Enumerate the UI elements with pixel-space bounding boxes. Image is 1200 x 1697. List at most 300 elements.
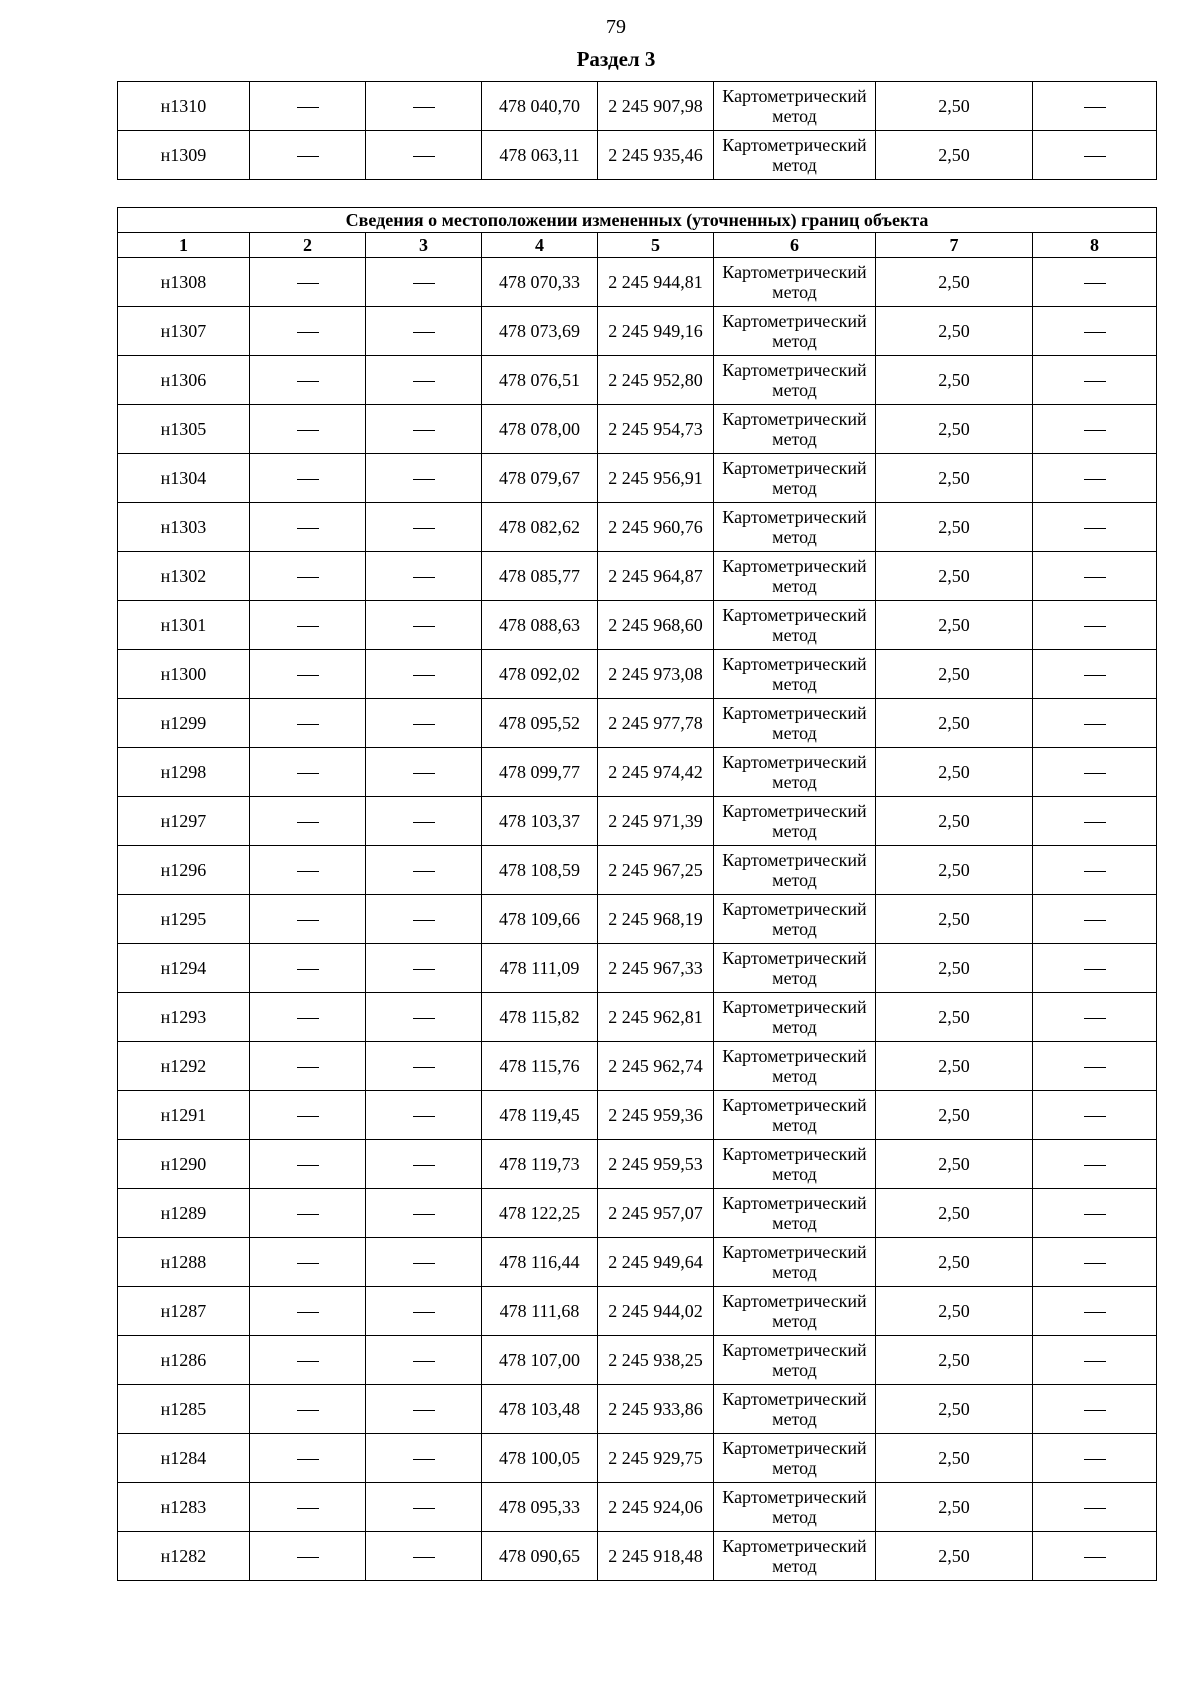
accuracy-cell: 2,50 <box>876 650 1033 699</box>
y-coordinate-cell: 2 245 971,39 <box>598 797 714 846</box>
table-row <box>118 258 1157 307</box>
empty-x-cell <box>250 1532 366 1581</box>
accuracy-cell: 2,50 <box>876 1042 1033 1091</box>
table-row <box>118 131 1157 180</box>
y-coordinate-cell: 2 245 944,81 <box>598 258 714 307</box>
accuracy-cell: 2,50 <box>876 82 1033 131</box>
dash-mark <box>413 871 435 872</box>
empty-x-cell <box>250 1140 366 1189</box>
method-cell: Картометрический метод <box>714 944 876 993</box>
x-coordinate-cell: 478 108,59 <box>482 846 598 895</box>
dash-mark <box>297 1459 319 1460</box>
dash-mark <box>413 1361 435 1362</box>
dash-mark <box>297 626 319 627</box>
dash-mark <box>297 724 319 725</box>
x-coordinate-cell: 478 109,66 <box>482 895 598 944</box>
method-cell: Картометрический метод <box>714 601 876 650</box>
accuracy-cell: 2,50 <box>876 1140 1033 1189</box>
dash-mark <box>1084 479 1106 480</box>
y-coordinate-cell: 2 245 962,74 <box>598 1042 714 1091</box>
dash-mark <box>1084 626 1106 627</box>
empty-y-cell <box>366 1483 482 1532</box>
accuracy-cell: 2,50 <box>876 1189 1033 1238</box>
empty-y-cell <box>366 82 482 131</box>
dash-mark <box>297 675 319 676</box>
table-row <box>118 552 1157 601</box>
dash-mark <box>297 822 319 823</box>
table-row <box>118 895 1157 944</box>
empty-x-cell <box>250 1483 366 1532</box>
column-number: 7 <box>876 233 1033 258</box>
table-row <box>118 454 1157 503</box>
dash-mark <box>413 283 435 284</box>
empty-x-cell <box>250 552 366 601</box>
accuracy-cell: 2,50 <box>876 1287 1033 1336</box>
empty-x-cell <box>250 405 366 454</box>
dash-mark <box>1084 283 1106 284</box>
description-cell <box>1033 601 1157 650</box>
method-cell: Картометрический метод <box>714 131 876 180</box>
boundary-points-table <box>117 207 1157 1581</box>
empty-y-cell <box>366 699 482 748</box>
table-row <box>118 1042 1157 1091</box>
point-id-cell: н1308 <box>118 258 250 307</box>
section-title: Раздел 3 <box>576 47 656 71</box>
dash-mark <box>1084 332 1106 333</box>
empty-x-cell <box>250 944 366 993</box>
description-cell <box>1033 405 1157 454</box>
table-row <box>118 1091 1157 1140</box>
empty-y-cell <box>366 895 482 944</box>
description-cell <box>1033 1238 1157 1287</box>
dash-mark <box>413 1508 435 1509</box>
dash-mark <box>1084 969 1106 970</box>
description-cell <box>1033 699 1157 748</box>
table-row <box>118 699 1157 748</box>
dash-mark <box>413 1459 435 1460</box>
y-coordinate-cell: 2 245 924,06 <box>598 1483 714 1532</box>
empty-x-cell <box>250 797 366 846</box>
point-id-cell: н1284 <box>118 1434 250 1483</box>
column-number: 3 <box>366 233 482 258</box>
dash-mark <box>297 528 319 529</box>
empty-y-cell <box>366 1189 482 1238</box>
description-cell <box>1033 1434 1157 1483</box>
dash-mark <box>297 1165 319 1166</box>
dash-mark <box>1084 381 1106 382</box>
empty-y-cell <box>366 1434 482 1483</box>
x-coordinate-cell: 478 076,51 <box>482 356 598 405</box>
empty-x-cell <box>250 131 366 180</box>
accuracy-cell: 2,50 <box>876 503 1033 552</box>
table-row <box>118 650 1157 699</box>
dash-mark <box>1084 1116 1106 1117</box>
x-coordinate-cell: 478 119,45 <box>482 1091 598 1140</box>
dash-mark <box>297 1312 319 1313</box>
column-number: 1 <box>118 233 250 258</box>
dash-mark <box>1084 920 1106 921</box>
column-number-row <box>118 233 1157 258</box>
dash-mark <box>297 1214 319 1215</box>
y-coordinate-cell: 2 245 959,36 <box>598 1091 714 1140</box>
column-number: 8 <box>1033 233 1157 258</box>
description-cell <box>1033 1385 1157 1434</box>
dash-mark <box>1084 430 1106 431</box>
y-coordinate-cell: 2 245 974,42 <box>598 748 714 797</box>
empty-y-cell <box>366 307 482 356</box>
accuracy-cell: 2,50 <box>876 895 1033 944</box>
description-cell <box>1033 797 1157 846</box>
accuracy-cell: 2,50 <box>876 307 1033 356</box>
dash-mark <box>297 381 319 382</box>
dash-mark <box>1084 528 1106 529</box>
table-row <box>118 601 1157 650</box>
method-cell: Картометрический метод <box>714 258 876 307</box>
x-coordinate-cell: 478 088,63 <box>482 601 598 650</box>
dash-mark <box>413 1165 435 1166</box>
point-id-cell: н1291 <box>118 1091 250 1140</box>
dash-mark <box>413 479 435 480</box>
x-coordinate-cell: 478 063,11 <box>482 131 598 180</box>
page-number: 79 <box>606 16 626 38</box>
empty-x-cell <box>250 895 366 944</box>
point-id-cell: н1292 <box>118 1042 250 1091</box>
description-cell <box>1033 1140 1157 1189</box>
y-coordinate-cell: 2 245 918,48 <box>598 1532 714 1581</box>
method-cell: Картометрический метод <box>714 1042 876 1091</box>
table-row <box>118 1385 1157 1434</box>
y-coordinate-cell: 2 245 968,19 <box>598 895 714 944</box>
dash-mark <box>297 1361 319 1362</box>
empty-y-cell <box>366 552 482 601</box>
column-number: 6 <box>714 233 876 258</box>
empty-y-cell <box>366 356 482 405</box>
description-cell <box>1033 993 1157 1042</box>
dash-mark <box>297 871 319 872</box>
dash-mark <box>413 1116 435 1117</box>
empty-y-cell <box>366 1336 482 1385</box>
empty-x-cell <box>250 650 366 699</box>
method-cell: Картометрический метод <box>714 1140 876 1189</box>
description-cell <box>1033 944 1157 993</box>
method-cell: Картометрический метод <box>714 1385 876 1434</box>
table-row <box>118 1336 1157 1385</box>
empty-y-cell <box>366 797 482 846</box>
accuracy-cell: 2,50 <box>876 699 1033 748</box>
dash-mark <box>1084 1263 1106 1264</box>
table-row <box>118 944 1157 993</box>
description-cell <box>1033 131 1157 180</box>
description-cell <box>1033 454 1157 503</box>
dash-mark <box>297 969 319 970</box>
dash-mark <box>413 675 435 676</box>
dash-mark <box>1084 1361 1106 1362</box>
empty-y-cell <box>366 405 482 454</box>
dash-mark <box>1084 107 1106 108</box>
point-id-cell: н1301 <box>118 601 250 650</box>
empty-y-cell <box>366 131 482 180</box>
y-coordinate-cell: 2 245 956,91 <box>598 454 714 503</box>
x-coordinate-cell: 478 085,77 <box>482 552 598 601</box>
accuracy-cell: 2,50 <box>876 1091 1033 1140</box>
point-id-cell: н1309 <box>118 131 250 180</box>
empty-y-cell <box>366 650 482 699</box>
table-row <box>118 503 1157 552</box>
dash-mark <box>413 773 435 774</box>
point-id-cell: н1286 <box>118 1336 250 1385</box>
y-coordinate-cell: 2 245 962,81 <box>598 993 714 1042</box>
empty-y-cell <box>366 1287 482 1336</box>
x-coordinate-cell: 478 111,68 <box>482 1287 598 1336</box>
empty-x-cell <box>250 993 366 1042</box>
table-row <box>118 1483 1157 1532</box>
table-row <box>118 846 1157 895</box>
accuracy-cell: 2,50 <box>876 1532 1033 1581</box>
method-cell: Картометрический метод <box>714 993 876 1042</box>
method-cell: Картометрический метод <box>714 356 876 405</box>
empty-x-cell <box>250 1434 366 1483</box>
dash-mark <box>1084 871 1106 872</box>
dash-mark <box>297 1018 319 1019</box>
dash-mark <box>413 626 435 627</box>
dash-mark <box>1084 773 1106 774</box>
dash-mark <box>413 381 435 382</box>
accuracy-cell: 2,50 <box>876 1385 1033 1434</box>
table-row <box>118 405 1157 454</box>
x-coordinate-cell: 478 115,76 <box>482 1042 598 1091</box>
empty-y-cell <box>366 454 482 503</box>
point-id-cell: н1296 <box>118 846 250 895</box>
method-cell: Картометрический метод <box>714 307 876 356</box>
point-id-cell: н1305 <box>118 405 250 454</box>
dash-mark <box>1084 577 1106 578</box>
dash-mark <box>1084 156 1106 157</box>
point-id-cell: н1293 <box>118 993 250 1042</box>
method-cell: Картометрический метод <box>714 82 876 131</box>
y-coordinate-cell: 2 245 929,75 <box>598 1434 714 1483</box>
dash-mark <box>413 822 435 823</box>
method-cell: Картометрический метод <box>714 1189 876 1238</box>
y-coordinate-cell: 2 245 949,64 <box>598 1238 714 1287</box>
dash-mark <box>413 724 435 725</box>
y-coordinate-cell: 2 245 952,80 <box>598 356 714 405</box>
x-coordinate-cell: 478 119,73 <box>482 1140 598 1189</box>
description-cell <box>1033 1042 1157 1091</box>
accuracy-cell: 2,50 <box>876 258 1033 307</box>
description-cell <box>1033 748 1157 797</box>
empty-x-cell <box>250 748 366 797</box>
description-cell <box>1033 552 1157 601</box>
dash-mark <box>297 1263 319 1264</box>
dash-mark <box>413 1067 435 1068</box>
table-title: Сведения о местоположении измененных (уточненных) границ объекта <box>118 208 1157 233</box>
x-coordinate-cell: 478 073,69 <box>482 307 598 356</box>
table-row <box>118 748 1157 797</box>
table-row <box>118 1532 1157 1581</box>
description-cell <box>1033 356 1157 405</box>
table-row <box>118 797 1157 846</box>
table-row <box>118 356 1157 405</box>
dash-mark <box>297 1557 319 1558</box>
empty-y-cell <box>366 1042 482 1091</box>
empty-y-cell <box>366 846 482 895</box>
empty-y-cell <box>366 258 482 307</box>
dash-mark <box>297 283 319 284</box>
dash-mark <box>413 528 435 529</box>
method-cell: Картометрический метод <box>714 1238 876 1287</box>
dash-mark <box>1084 1508 1106 1509</box>
point-id-cell: н1294 <box>118 944 250 993</box>
dash-mark <box>1084 724 1106 725</box>
dash-mark <box>1084 1557 1106 1558</box>
method-cell: Картометрический метод <box>714 454 876 503</box>
empty-x-cell <box>250 82 366 131</box>
description-cell <box>1033 895 1157 944</box>
dash-mark <box>413 1557 435 1558</box>
accuracy-cell: 2,50 <box>876 454 1033 503</box>
dash-mark <box>1084 1410 1106 1411</box>
dash-mark <box>297 107 319 108</box>
y-coordinate-cell: 2 245 957,07 <box>598 1189 714 1238</box>
dash-mark <box>413 1018 435 1019</box>
accuracy-cell: 2,50 <box>876 797 1033 846</box>
accuracy-cell: 2,50 <box>876 846 1033 895</box>
accuracy-cell: 2,50 <box>876 356 1033 405</box>
dash-mark <box>297 332 319 333</box>
x-coordinate-cell: 478 107,00 <box>482 1336 598 1385</box>
dash-mark <box>297 1508 319 1509</box>
x-coordinate-cell: 478 078,00 <box>482 405 598 454</box>
empty-x-cell <box>250 1336 366 1385</box>
method-cell: Картометрический метод <box>714 699 876 748</box>
dash-mark <box>297 479 319 480</box>
dash-mark <box>413 1214 435 1215</box>
description-cell <box>1033 258 1157 307</box>
x-coordinate-cell: 478 116,44 <box>482 1238 598 1287</box>
dash-mark <box>413 1312 435 1313</box>
method-cell: Картометрический метод <box>714 650 876 699</box>
empty-y-cell <box>366 993 482 1042</box>
method-cell: Картометрический метод <box>714 797 876 846</box>
x-coordinate-cell: 478 122,25 <box>482 1189 598 1238</box>
description-cell <box>1033 1336 1157 1385</box>
accuracy-cell: 2,50 <box>876 131 1033 180</box>
y-coordinate-cell: 2 245 949,16 <box>598 307 714 356</box>
dash-mark <box>413 332 435 333</box>
accuracy-cell: 2,50 <box>876 552 1033 601</box>
accuracy-cell: 2,50 <box>876 748 1033 797</box>
description-cell <box>1033 1483 1157 1532</box>
point-id-cell: н1282 <box>118 1532 250 1581</box>
y-coordinate-cell: 2 245 960,76 <box>598 503 714 552</box>
point-id-cell: н1285 <box>118 1385 250 1434</box>
empty-y-cell <box>366 1091 482 1140</box>
accuracy-cell: 2,50 <box>876 1238 1033 1287</box>
empty-x-cell <box>250 1238 366 1287</box>
method-cell: Картометрический метод <box>714 748 876 797</box>
method-cell: Картометрический метод <box>714 1336 876 1385</box>
table-row <box>118 993 1157 1042</box>
description-cell <box>1033 846 1157 895</box>
dash-mark <box>413 920 435 921</box>
empty-y-cell <box>366 1238 482 1287</box>
dash-mark <box>1084 1459 1106 1460</box>
accuracy-cell: 2,50 <box>876 601 1033 650</box>
x-coordinate-cell: 478 082,62 <box>482 503 598 552</box>
point-id-cell: н1290 <box>118 1140 250 1189</box>
table-row <box>118 1434 1157 1483</box>
accuracy-cell: 2,50 <box>876 1434 1033 1483</box>
point-id-cell: н1298 <box>118 748 250 797</box>
table-row <box>118 82 1157 131</box>
x-coordinate-cell: 478 103,48 <box>482 1385 598 1434</box>
y-coordinate-cell: 2 245 933,86 <box>598 1385 714 1434</box>
accuracy-cell: 2,50 <box>876 1483 1033 1532</box>
y-coordinate-cell: 2 245 977,78 <box>598 699 714 748</box>
empty-y-cell <box>366 944 482 993</box>
empty-x-cell <box>250 1189 366 1238</box>
dash-mark <box>413 156 435 157</box>
dash-mark <box>1084 1067 1106 1068</box>
description-cell <box>1033 503 1157 552</box>
x-coordinate-cell: 478 115,82 <box>482 993 598 1042</box>
point-id-cell: н1307 <box>118 307 250 356</box>
empty-y-cell <box>366 601 482 650</box>
dash-mark <box>297 1116 319 1117</box>
column-number: 5 <box>598 233 714 258</box>
x-coordinate-cell: 478 079,67 <box>482 454 598 503</box>
accuracy-cell: 2,50 <box>876 405 1033 454</box>
empty-x-cell <box>250 601 366 650</box>
table-row <box>118 1140 1157 1189</box>
y-coordinate-cell: 2 245 973,08 <box>598 650 714 699</box>
method-cell: Картометрический метод <box>714 846 876 895</box>
table-title-row <box>118 208 1157 233</box>
description-cell <box>1033 1287 1157 1336</box>
point-id-cell: н1283 <box>118 1483 250 1532</box>
dash-mark <box>413 1263 435 1264</box>
x-coordinate-cell: 478 070,33 <box>482 258 598 307</box>
description-cell <box>1033 307 1157 356</box>
point-id-cell: н1287 <box>118 1287 250 1336</box>
empty-x-cell <box>250 1042 366 1091</box>
y-coordinate-cell: 2 245 967,25 <box>598 846 714 895</box>
empty-y-cell <box>366 1140 482 1189</box>
empty-x-cell <box>250 307 366 356</box>
point-id-cell: н1304 <box>118 454 250 503</box>
y-coordinate-cell: 2 245 907,98 <box>598 82 714 131</box>
dash-mark <box>1084 1214 1106 1215</box>
empty-x-cell <box>250 1385 366 1434</box>
point-id-cell: н1300 <box>118 650 250 699</box>
point-id-cell: н1288 <box>118 1238 250 1287</box>
dash-mark <box>297 156 319 157</box>
x-coordinate-cell: 478 099,77 <box>482 748 598 797</box>
y-coordinate-cell: 2 245 968,60 <box>598 601 714 650</box>
description-cell <box>1033 82 1157 131</box>
y-coordinate-cell: 2 245 938,25 <box>598 1336 714 1385</box>
point-id-cell: н1295 <box>118 895 250 944</box>
method-cell: Картометрический метод <box>714 895 876 944</box>
accuracy-cell: 2,50 <box>876 1336 1033 1385</box>
method-cell: Картометрический метод <box>714 1483 876 1532</box>
table-row <box>118 1189 1157 1238</box>
point-id-cell: н1289 <box>118 1189 250 1238</box>
dash-mark <box>297 1410 319 1411</box>
dash-mark <box>297 920 319 921</box>
empty-y-cell <box>366 1385 482 1434</box>
point-id-cell: н1306 <box>118 356 250 405</box>
